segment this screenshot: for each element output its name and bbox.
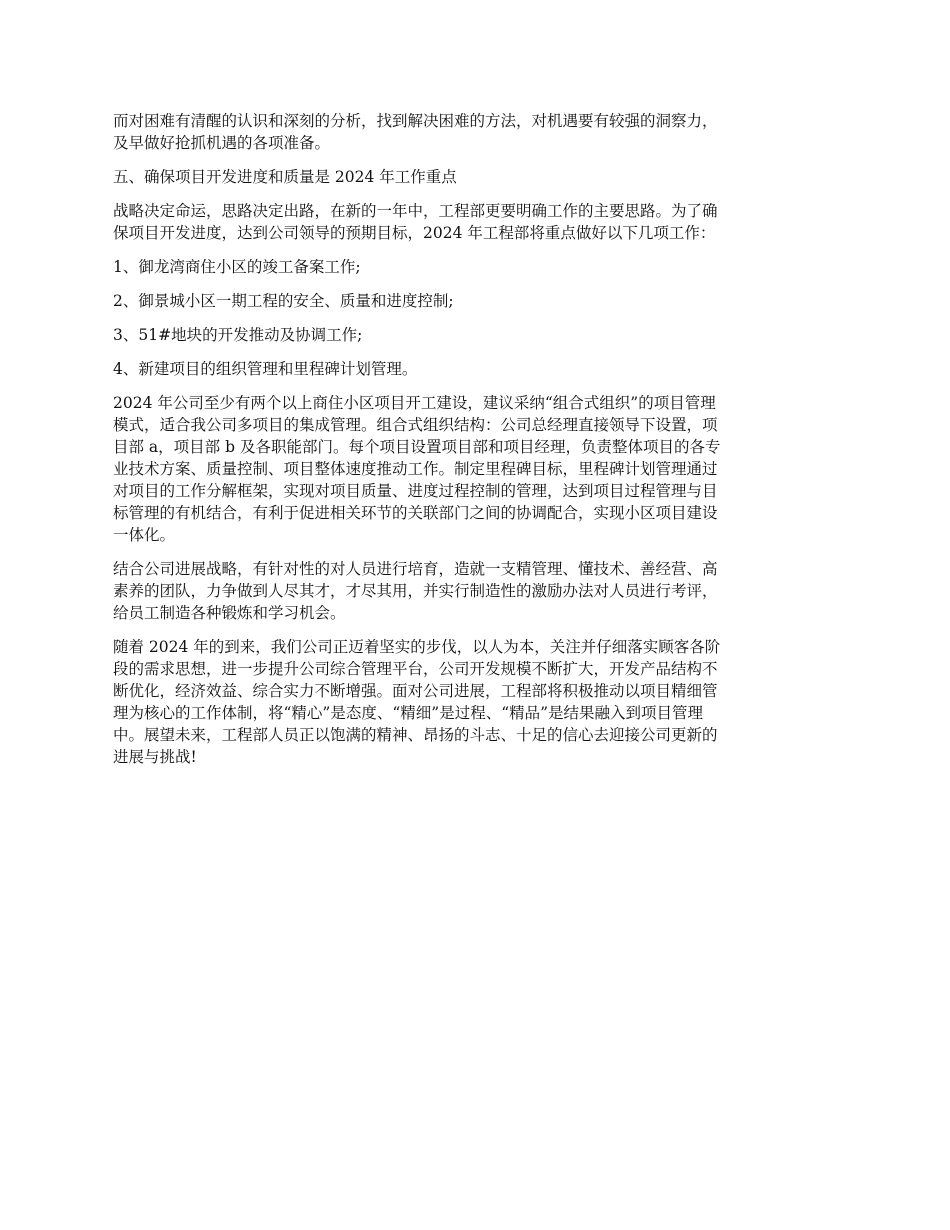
- text-line: 对项目的工作分解框架，实现对项目质量、进度过程控制的管理，达到项目过程管理与目: [113, 482, 718, 500]
- list-item: [113, 290, 843, 312]
- text-line: 中。展望未来，工程部人员正以饱满的精神、昂扬的斗志、十足的信心去迎接公司更新的: [113, 726, 718, 744]
- text-line: 而对困难有清醒的认识和深刻的分析，找到解决困难的方法，对机遇要有较强的洞察力，: [113, 112, 718, 130]
- text-line: 一体化。: [113, 526, 176, 544]
- text-line: 理为核心的工作体制，将“精心”是态度、“精细”是过程、“精品”是结果融入到项目管理: [113, 704, 704, 722]
- list-item-text: 4、新建项目的组织管理和里程碑计划管理。: [113, 360, 418, 378]
- text-line: 战略决定命运，思路决定出路，在新的一年中，工程部更要明确工作的主要思路。为了确: [113, 202, 718, 220]
- text-line: 进展与挑战!: [113, 748, 197, 766]
- list-item: [113, 324, 843, 346]
- list-item-text: 3、51#地块的开发推动及协调工作;: [113, 326, 363, 344]
- text-line: 随着 2024 年的到来，我们公司正迈着坚实的步伐，以人为本，关注并仔细落实顾客各阶: [113, 638, 721, 656]
- heading-text: 五、确保项目开发进度和质量是 2024 年工作重点: [113, 168, 457, 186]
- text-line: 素养的团队，力争做到人尽其才，才尽其用，并实行制造性的激励办法对人员进行考评，: [113, 582, 718, 600]
- text-line: 标管理的有机结合，有利于促进相关环节的关联部门之间的协调配合，实现小区项目建设: [113, 504, 718, 522]
- text-line: 2024 年公司至少有两个以上商住小区项目开工建设，建议采纳“组合式组织”的项目管理: [113, 394, 716, 412]
- text-line: 保项目开发进度，达到公司领导的预期目标，2024 年工程部将重点做好以下几项工作：: [113, 224, 716, 242]
- team-paragraph: [113, 558, 843, 624]
- list-item: [113, 358, 843, 380]
- list-item: [113, 256, 843, 278]
- text-line: 段的需求思想，进一步提升公司综合管理平台，公司开发规模不断扩大，开发产品结构不: [113, 660, 718, 678]
- structure-paragraph: [113, 392, 843, 546]
- list-item-text: 1、御龙湾商住小区的竣工备案工作;: [113, 258, 361, 276]
- intro-paragraph: [113, 110, 843, 154]
- strategy-paragraph: [113, 200, 843, 244]
- list-item-text: 2、御景城小区一期工程的安全、质量和进度控制;: [113, 292, 454, 310]
- text-line: 业技术方案、质量控制、项目整体速度推动工作。制定里程碑目标，里程碑计划管理通过: [113, 460, 718, 478]
- text-line: 模式，适合我公司多项目的集成管理。组合式组织结构：公司总经理直接领导下设置，项: [113, 416, 718, 434]
- outlook-paragraph: [113, 636, 843, 768]
- text-line: 及早做好抢抓机遇的各项准备。: [113, 134, 331, 152]
- section-heading: [113, 166, 843, 188]
- text-line: 断优化，经济效益、综合实力不断增强。面对公司进展，工程部将积极推动以项目精细管: [113, 682, 718, 700]
- text-line: 结合公司进展战略，有针对性的对人员进行培育，造就一支精管理、懂技术、善经营、高: [113, 560, 718, 578]
- text-line: 目部 a，项目部 b 及各职能部门。每个项目设置项目部和项目经理，负责整体项目的各专: [113, 438, 721, 456]
- text-line: 给员工制造各种锻炼和学习机会。: [113, 604, 346, 622]
- document-page: [113, 110, 843, 780]
